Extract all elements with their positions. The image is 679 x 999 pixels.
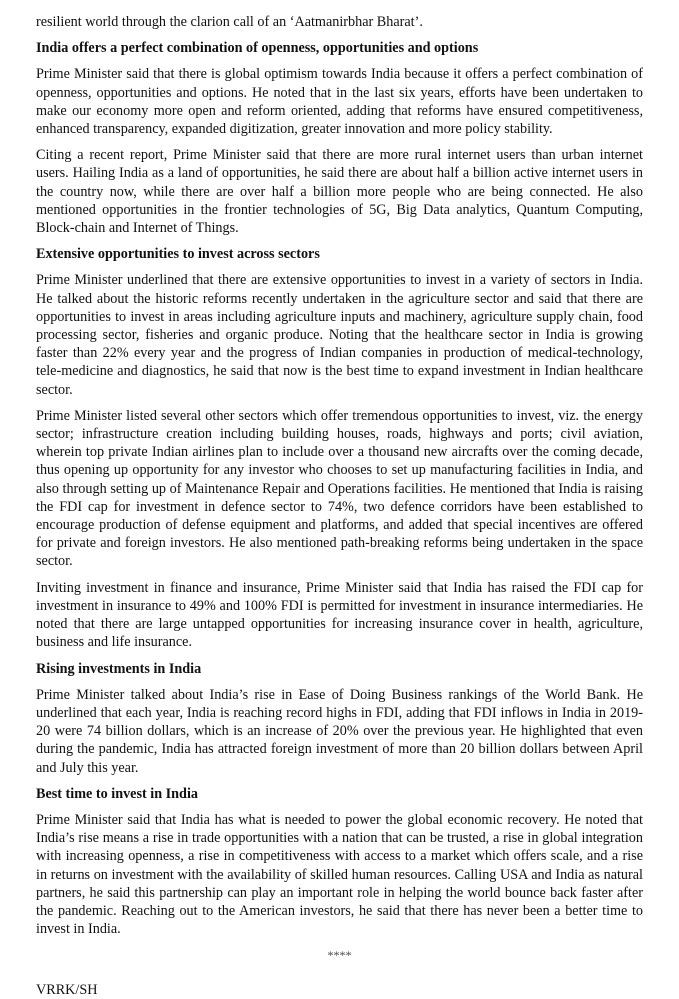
section-heading: India offers a perfect combination of openness, opportunities and options	[36, 40, 479, 57]
intro-fragment: resilient world through the clarion call of an ‘Aatmanirbhar Bharat’.	[36, 14, 423, 30]
section-heading: Rising investments in India	[36, 660, 202, 677]
signature: VRRK/SH	[36, 981, 98, 998]
paragraph: Inviting investment in finance and insurance, Prime Minister said that India has raised the FDI cap for investment in insurance to 49% and 100% FDI is permitted for investment in insurance intermediaries. He noted that there are large untapped opportunities for increasing insurance cover in health, agriculture, business and life insurance.	[36, 579, 643, 651]
end-separator: ****	[327, 948, 352, 963]
section-openness	[36, 39, 643, 237]
paragraph: Prime Minister talked about India’s rise in Ease of Doing Business rankings of the World Bank. He underlined that each year, India is reaching record highs in FDI, adding that FDI inflows in India in 2019-20 were 74 billion dollars, which is an increase of 20% over the previous year. He highlighted that even during the pandemic, India has attracted foreign investment of more than 20 billion dollars between April and July this year.	[36, 686, 643, 776]
document-page	[36, 13, 643, 999]
paragraph: Citing a recent report, Prime Minister said that there are more rural internet users than urban internet users. Hailing India as a land of opportunities, he said there are about half a billion active internet users in the country now, while there are over half a billion more people who are being connected. He also mentioned opportunities in the frontier technologies of 5G, Big Data analytics, Quantum Computing, Block-chain and Internet of Things.	[36, 147, 643, 237]
paragraph: Prime Minister listed several other sectors which offer tremendous opportunities to invest, viz. the energy sector; infrastructure creation including building houses, roads, highways and ports; civil aviation, wherein top private Indian airlines plan to include over a thousand new aircrafts over the coming decade, thus opening up opportunity for any investor who chooses to set up manufacturing facilities in India, and also through setting up of Maintenance Repair and Operations facilities. He mentioned that India is raising the FDI cap for investment in defence sector to 74%, two defence corridors have been established to encourage production of defense equipment and platforms, and added that special incentives are offered for private and foreign investors. He also mentioned path-breaking reforms being undertaken in the space sector.	[36, 407, 643, 570]
paragraph: Prime Minister said that there is global optimism towards India because it offers a perfect combination of openness, opportunities and options. He noted that in the last six years, efforts have been undertaken to make our economy more open and reform oriented, adding that reforms have ensured competitiveness, enhanced transparency, expanded digitization, greater innovation and more policy stability.	[36, 66, 643, 138]
paragraph: Prime Minister underlined that there are extensive opportunities to invest in a variety of sectors in India. He talked about the historic reforms recently undertaken in the agriculture sector and said that there are opportunities to invest in areas including agriculture inputs and machinery, agriculture supply chain, food processing sector, fisheries and organic produce. Noting that the healthcare sector in India is growing faster than 22% every year and the progress of Indian companies in production of medical-technology, tele-medicine and diagnostics, he said that now is the best time to expand investment in Indian healthcare sector.	[36, 272, 643, 398]
section-heading: Extensive opportunities to invest across sectors	[36, 246, 320, 263]
paragraph: Prime Minister said that India has what is needed to power the global economic recovery. He noted that India’s rise means a rise in trade opportunities with a nation that can be trusted, a rise in global integration with increasing openness, a rise in competitiveness with access to a market which offers scale, and a rise in returns on investment with the availability of skilled human resources. Calling USA and India as natural partners, he said this partnership can play an important role in helping the world bounce back faster after the pandemic. Reaching out to the American investors, he said that there has never been a better time to invest in India.	[36, 811, 643, 938]
section-heading: Best time to invest in India	[36, 785, 198, 802]
section-sectors	[36, 245, 643, 651]
section-best-time	[36, 785, 643, 939]
section-rising-investments	[36, 660, 643, 777]
